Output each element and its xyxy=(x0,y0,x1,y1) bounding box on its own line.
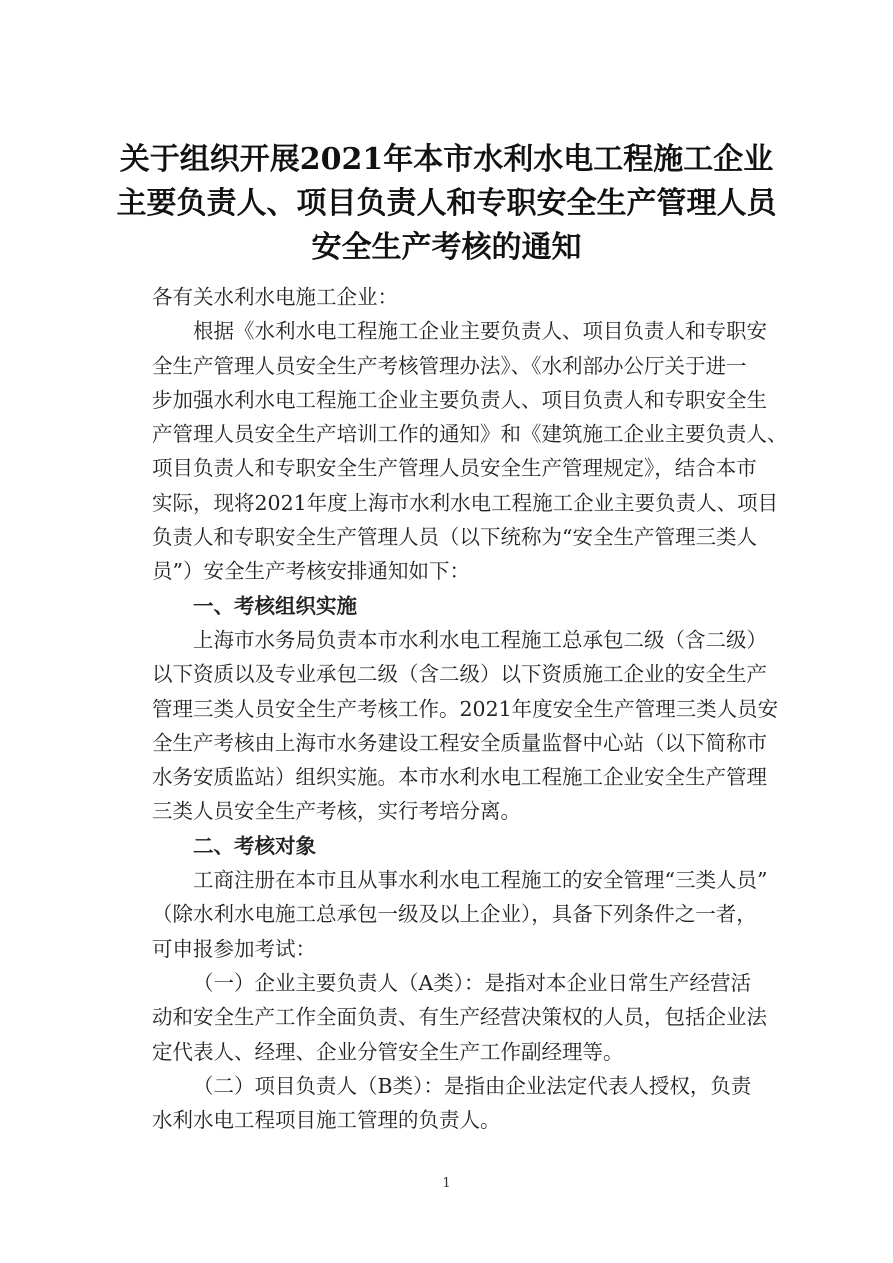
body-line: 三类人员安全生产考核，实行考培分离。 xyxy=(152,799,521,824)
body-line: 以下资质以及专业承包二级（含二级）以下资质施工企业的安全生产 xyxy=(152,662,767,687)
body-line: 实际，现将2021年度上海市水利水电工程施工企业主要负责人、项目 xyxy=(152,490,779,515)
body-line: 上海市水务局负责本市水利水电工程施工总承包二级（含二级） xyxy=(193,627,767,652)
body-line: 全生产管理人员安全生产考核管理办法》、《水利部办公厅关于进一 xyxy=(152,353,747,378)
body-line: 水务安质监站）组织实施。本市水利水电工程施工企业安全生产管理 xyxy=(152,765,767,790)
body-line: （二）项目负责人（B类）：是指由企业法定代表人授权，负责 xyxy=(193,1073,752,1098)
body-line: 管理三类人员安全生产考核工作。2021年度安全生产管理三类人员安 xyxy=(152,696,779,721)
body-line: 动和安全生产工作全面负责、有生产经营决策权的人员，包括企业法 xyxy=(152,1005,767,1030)
body-line: 步加强水利水电工程施工企业主要负责人、项目负责人和专职安全生 xyxy=(152,387,767,412)
body-line: 产管理人员安全生产培训工作的通知》和《建筑施工企业主要负责人、 xyxy=(152,422,788,447)
body-line: 各有关水利水电施工企业： xyxy=(152,285,398,309)
body-line: 项目负责人和专职安全生产管理人员安全生产管理规定》，结合本市 xyxy=(152,456,757,481)
title-line: 关于组织开展2021年本市水利水电工程施工企业 xyxy=(119,142,774,177)
section-heading: 二、考核对象 xyxy=(193,833,316,858)
body-line: 根据《水利水电工程施工企业主要负责人、项目负责人和专职安 xyxy=(193,319,767,344)
title-line: 安全生产考核的通知 xyxy=(311,230,582,265)
section-heading: 一、考核组织实施 xyxy=(193,593,357,618)
page-number: 1 xyxy=(442,1176,451,1191)
body-line: 水利水电工程项目施工管理的负责人。 xyxy=(152,1108,501,1133)
title-line: 主要负责人、项目负责人和专职安全生产管理人员 xyxy=(116,186,777,221)
body-line: 可申报参加考试： xyxy=(152,936,316,961)
body-line: 定代表人、经理、企业分管安全生产工作副经理等。 xyxy=(152,1039,624,1064)
body-line: （除水利水电施工总承包一级及以上企业），具备下列条件之一者， xyxy=(152,902,757,927)
body-line: 负责人和专职安全生产管理人员（以下统称为“安全生产管理三类人 xyxy=(152,525,757,550)
body-line: 员”）安全生产考核安排通知如下： xyxy=(152,559,470,584)
body-line: （一）企业主要负责人（A类）：是指对本企业日常生产经营活 xyxy=(193,970,752,995)
document-title xyxy=(0,138,893,270)
body-line: 全生产考核由上海市水务建设工程安全质量监督中心站（以下简称市 xyxy=(152,730,767,755)
document-body xyxy=(152,280,792,1137)
body-line: 工商注册在本市且从事水利水电工程施工的安全管理“三类人员” xyxy=(193,868,768,893)
